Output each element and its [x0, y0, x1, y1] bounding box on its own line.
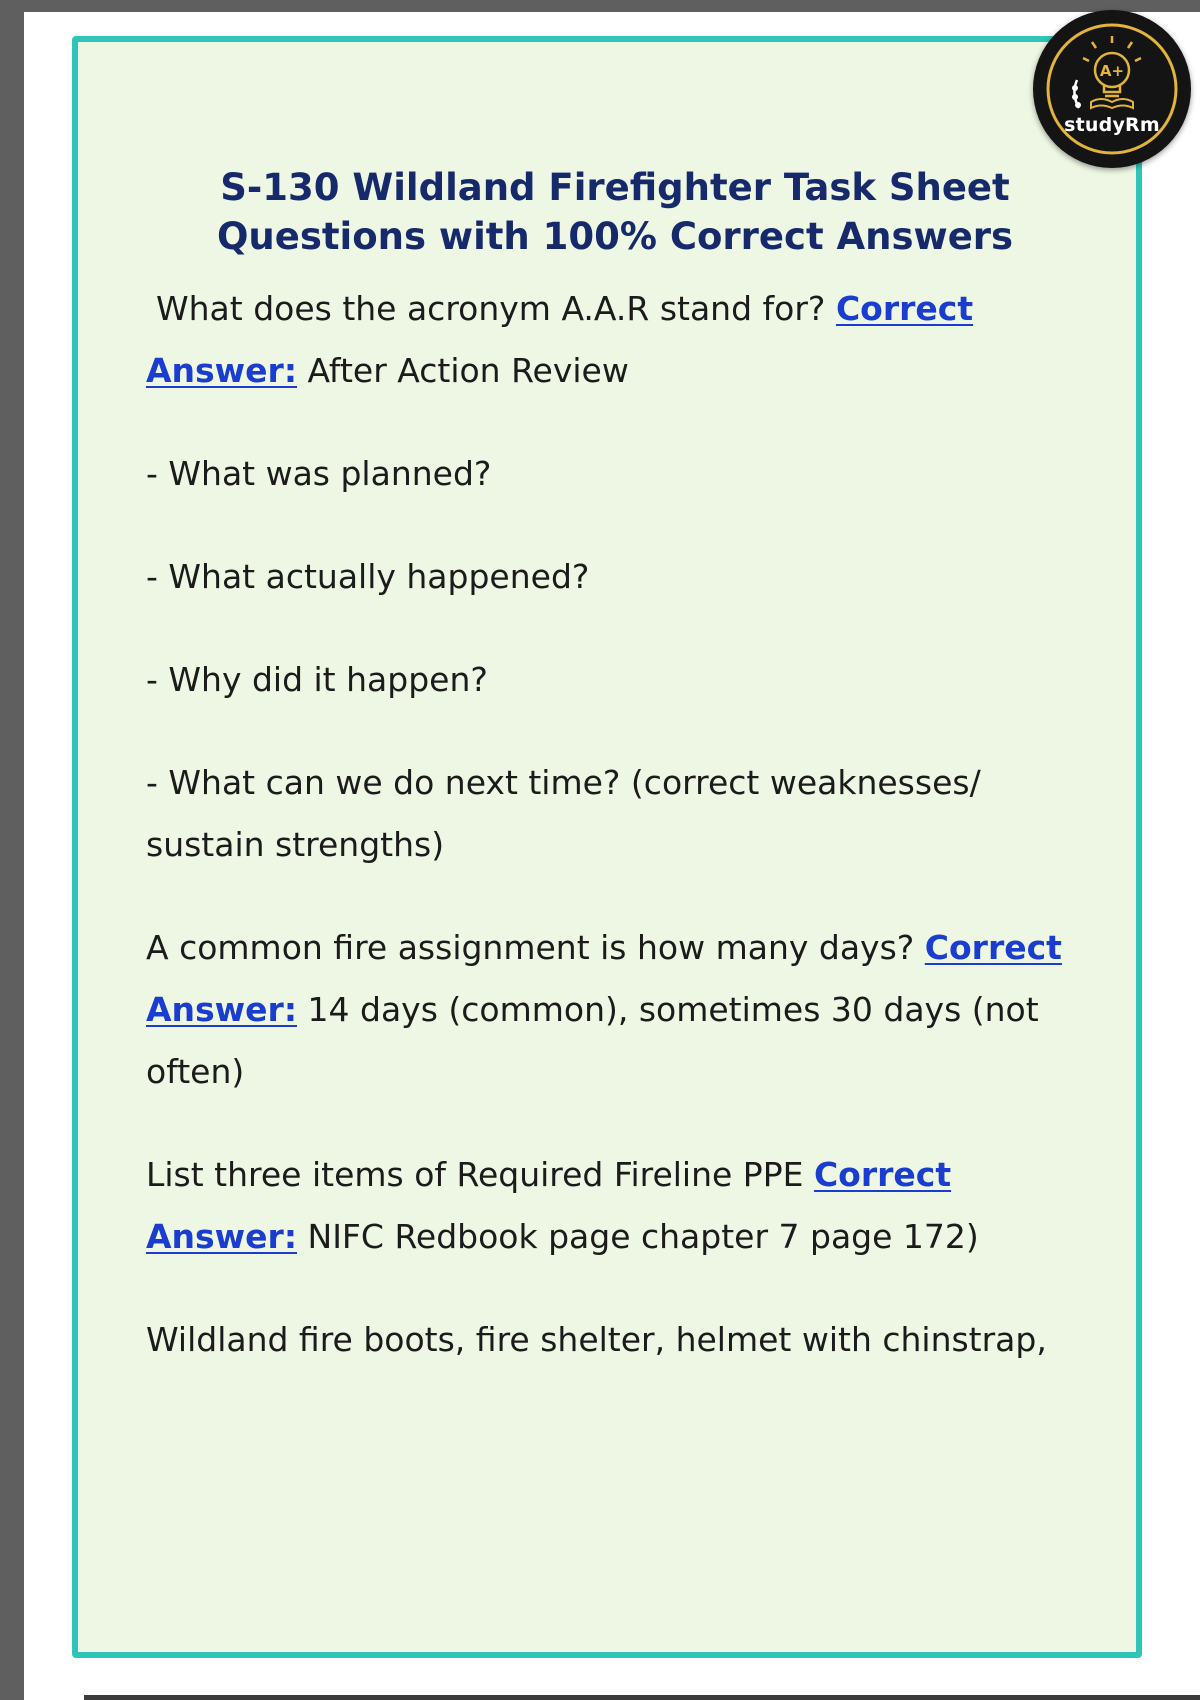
- studyrm-logo: [1033, 10, 1191, 168]
- document-title: S-130 Wildland Firefighter Task Sheet Questions with 100% Correct Answers: [216, 166, 1014, 258]
- correct-answer-link[interactable]: Correct Answer:: [146, 1155, 952, 1256]
- document-body: [146, 278, 1096, 1412]
- lightbulb-grade-badge-icon: [1033, 10, 1191, 168]
- answer-text: NIFC Redbook page chapter 7 page 172): [307, 1217, 979, 1256]
- question-text: What does the acronym A.A.R stand for?: [156, 289, 826, 328]
- answer-text: After Action Review: [307, 351, 629, 390]
- qa-item: [146, 1144, 1096, 1268]
- aar-point: - What actually happened?: [146, 557, 590, 596]
- page-edge: [84, 1695, 1200, 1700]
- qa-item: [146, 278, 1096, 402]
- question-text: List three items of Required Fireline PPE: [146, 1155, 804, 1194]
- aar-point: - What can we do next time? (correct weaknesses/ sustain strengths): [146, 763, 981, 864]
- svg-text:A+: A+: [1099, 62, 1125, 80]
- correct-answer-link[interactable]: Correct Answer:: [146, 289, 974, 390]
- aar-point: - Why did it happen?: [146, 660, 488, 699]
- logo-wordmark: studyRm: [1064, 114, 1160, 136]
- answer-text: 14 days (common), sometimes 30 days (not often): [146, 990, 1039, 1091]
- ppe-items-text: Wildland fire boots, fire shelter, helmet with chinstrap,: [146, 1320, 1047, 1359]
- question-text: A common fire assignment is how many days?: [146, 928, 915, 967]
- aar-point: - What was planned?: [146, 454, 492, 493]
- correct-answer-link[interactable]: Correct Answer:: [146, 928, 1062, 1029]
- qa-item: [146, 917, 1096, 1103]
